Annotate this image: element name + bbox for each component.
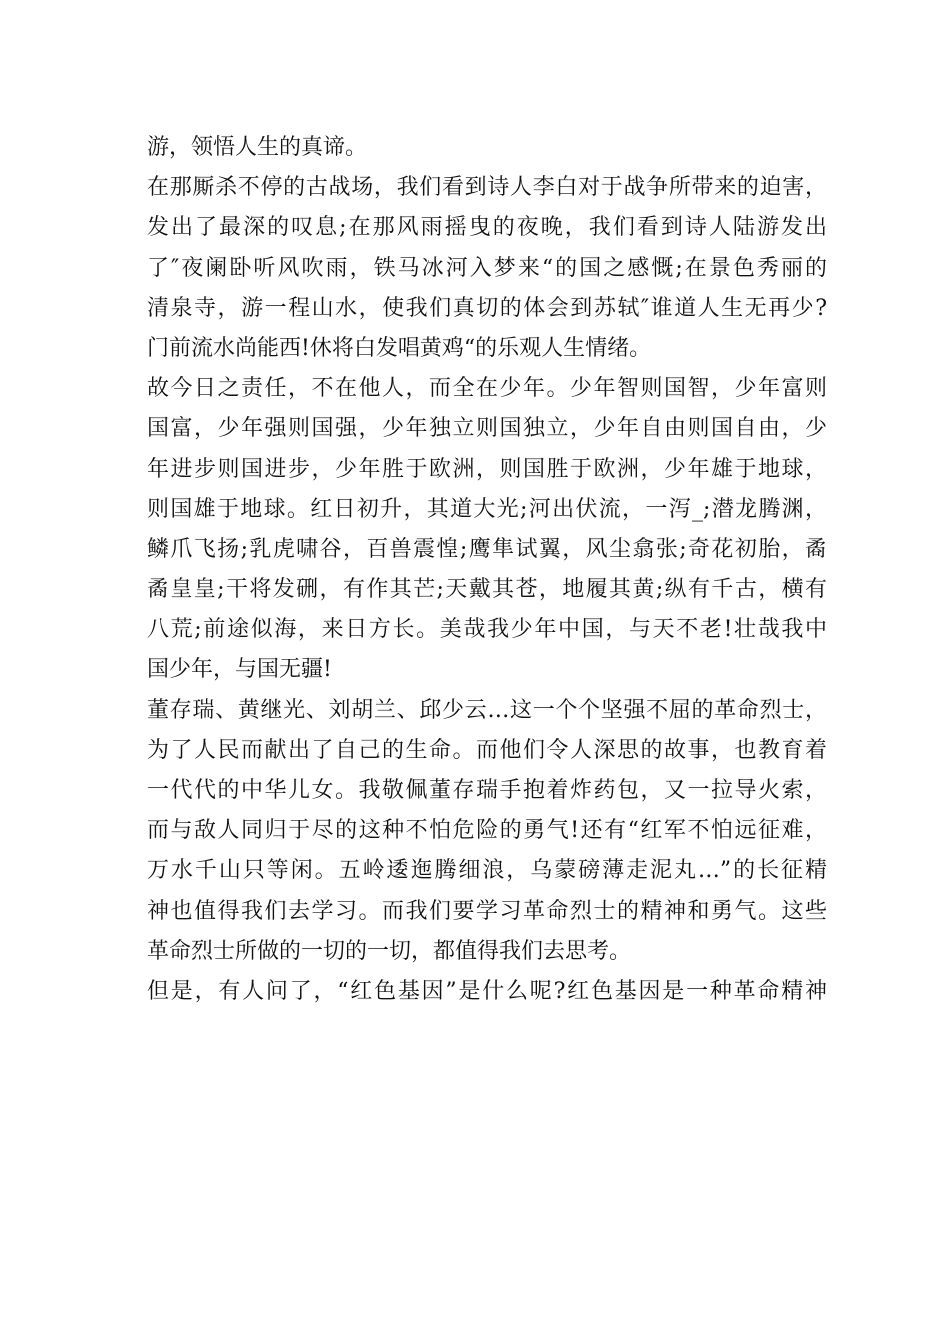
text-line: 八荒;前途似海，来日方长。美哉我少年中国，与天不老!壮哉我中 bbox=[147, 617, 827, 643]
text-line: 董存瑞、黄继光、刘胡兰、邱少云…这一个个坚强不屈的革命烈士， bbox=[147, 697, 827, 723]
text-line: 鳞爪飞扬;乳虎啸谷，百兽震惶;鹰隼试翼，风尘翕张;奇花初胎，矞 bbox=[147, 536, 827, 562]
text-line: 门前流水尚能西!休将白发唱黄鸡“的乐观人生情绪。 bbox=[147, 335, 652, 361]
text-line: 国少年，与国无疆! bbox=[147, 657, 332, 683]
text-line: 年进步则国进步，少年胜于欧洲，则国胜于欧洲，少年雄于地球， bbox=[147, 456, 827, 482]
text-line: 一代代的中华儿女。我敬佩董存瑞手抱着炸药包，又一拉导火索， bbox=[147, 778, 827, 803]
text-line: 故今日之责任，不在他人，而全在少年。少年智则国智，少年富则 bbox=[147, 376, 827, 402]
text-line: 而与敌人同归于尽的这种不怕危险的勇气!还有“红军不怕远征难， bbox=[147, 818, 827, 844]
text-line: 了″夜阑卧听风吹雨，铁马冰河入梦来“的国之感慨;在景色秀丽的 bbox=[147, 255, 827, 281]
text-line: 革命烈士所做的一切的一切，都值得我们去思考。 bbox=[147, 938, 632, 964]
body-text bbox=[147, 128, 827, 1012]
text-line: 游，领悟人生的真谛。 bbox=[147, 135, 368, 160]
text-line: 神也值得我们去学习。而我们要学习革命烈士的精神和勇气。这些 bbox=[147, 898, 827, 924]
text-line: 在那厮杀不停的古战场，我们看到诗人李白对于战争所带来的迫害， bbox=[147, 175, 827, 201]
text-line: 清泉寺，游一程山水，使我们真切的体会到苏轼″谁道人生无再少? bbox=[147, 295, 827, 321]
text-line: 发出了最深的叹息;在那风雨摇曳的夜晚，我们看到诗人陆游发出 bbox=[147, 215, 827, 241]
text-line: 国富，少年强则国强，少年独立则国独立，少年自由则国自由，少 bbox=[147, 416, 827, 442]
text-line: 但是，有人问了，“红色基因”是什么呢?红色基因是一种革命精神 bbox=[147, 978, 827, 1004]
text-line: 为了人民而献出了自己的生命。而他们令人深思的故事，也教育着 bbox=[147, 737, 827, 763]
text-line: 矞皇皇;干将发硎，有作其芒;天戴其苍，地履其黄;纵有千古，横有 bbox=[147, 577, 827, 603]
text-line: 则国雄于地球。红日初升，其道大光;河出伏流，一泻_;潜龙腾渊， bbox=[147, 496, 827, 522]
text-line: 万水千山只等闲。五岭逶迤腾细浪，乌蒙磅薄走泥丸…”的长征精 bbox=[147, 858, 827, 884]
